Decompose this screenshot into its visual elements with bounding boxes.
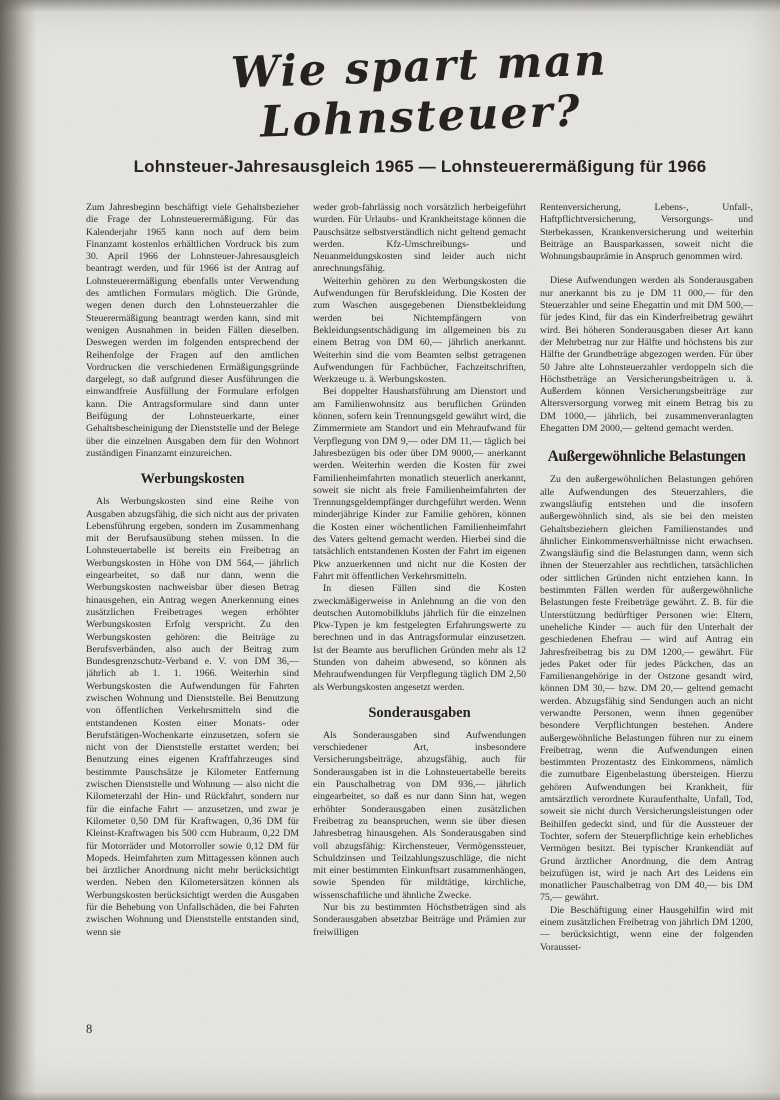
paragraph: Weiterhin gehören zu den Werbungskosten die Aufwendungen für Berufskleidung. Die Kosten der zum Waschen ausgegebenen Dienstbekleidung werden bei Nichtempfängern von Bekleidungsentschädigung im allgemeinen bis zu einem Betrag von DM 60,— jährlich anerkannt. Weiterhin sind die vom Beamten selbst getragenen Aufwendungen für Fachbücher, Fachzeitschriften, Werkzeuge u. ä. Werbungskosten. bbox=[313, 275, 526, 386]
section-heading-sonderausgaben: Sonderausgaben bbox=[368, 704, 471, 721]
page-number: 8 bbox=[86, 1022, 93, 1036]
paragraph: Als Werbungskosten sind eine Reihe von Ausgaben abzugsfähig, die sich nicht aus der privaten Lebensführung ergeben, sondern im Zusammenhang mit der Berufsausübung stehen müssen. In die Lohnsteuertabelle ist bereits ein Freibetrag an Werbungskosten in Höhe von DM 564,— jährlich eingearbeitet, so daß nur dann, wenn die Werbungskosten nachweisbar über diesen Betrag hinausgehen, ein Antrag wegen Anerkennung eines zusätzlichen Freibetrages wegen erhöhter Werbungskosten Erfolg verspricht. Zu den Werbungskosten gehören: die Beiträge zu Berufsverbänden, also auch der Beitrag zum Bundesgrenzschutz-Verband e. V. von DM 36,— jährlich ab 1. 1. 1966. Weiterhin sind Werbungskosten die Aufwendungen für Fahrten zwischen Wohnung und Dienststelle. Bei Benutzung von öffentlichen Verkehrsmitteln sind die entstandenen Kosten einer Monats- oder Berufstätigen-Wochenkarte einzusetzen, sofern sie nicht von der Dienststelle erstattet werden; bei Benutzung eines eigenen Kraftfahrzeuges sind bestimmte Pauschsätze je Kilometer Entfernung zwischen Dienststelle und Wohnung — also nicht die Kilometerzahl der Hin- und Rückfahrt, sondern nur für die einfache Fahrt — anzusetzen, und zwar je Kilometer 0,50 DM für Kraftwagen, 0,36 DM für Kleinst-Kraftwagen bis 500 ccm Hubraum, 0,22 DM für Motorräder und Motorroller sowie 0,12 DM für Mopeds. Heimfahrten zum Mittagessen können auch bei ärztlicher Anordnung nicht mehr berücksichtigt werden. Neben den Kilometersätzen können als Werbungskosten berücksichtigt werden die Ausgaben für die Behebung von Unfallschäden, die bei Fahrten zwischen Wohnung und Dienststelle entstanden sind, wenn sie bbox=[86, 496, 299, 938]
scan-edge-top bbox=[0, 0, 780, 12]
column-3 bbox=[540, 202, 753, 1100]
column-2 bbox=[313, 202, 526, 1100]
paragraph: Die Beschäftigung einer Hausgehilfin wird mit einem zusätzlichen Freibetrag von jährlich DM 1200,— berücksichtigt, wenn eine der folgenden Vorausset- bbox=[540, 904, 753, 953]
paragraph: In diesen Fällen sind die Kosten zweckmäßigerweise in Anlehnung an die von den deutschen Automobilklubs jährlich für die einzelnen Pkw-Typen je km festgelegten Erfahrungswerte zu berechnen und in das Antragsformular einzusetzen. Ist der Beamte aus beruflichen Gründen mehr als 12 Stunden von daheim abwesend, so können als Mehraufwendungen für Verpflegung täglich DM 2,50 als Werbungskosten angesetzt werden. bbox=[313, 583, 526, 693]
paragraph: weder grob-fahrlässig noch vorsätzlich herbeigeführt wurden. Für Urlaubs- und Krankheitstage können die Pauschsätze selbstverständlich nicht geltend gemacht werden. Kfz-Umschreibungs- und Neuanmeldungskosten sind leider auch nicht anrechnungsfähig. bbox=[313, 202, 526, 275]
paragraph: Diese Aufwendungen werden als Sonderausgaben nur anerkannt bis zu je DM 11 000,— für den Steuerzahler und seine Ehegattin und mit DM 500,— für jedes Kind, für das ein Kinderfreibetrag gewährt wird. Bei höheren Sonderausgaben dieser Art kann der Mehrbetrag nur zur Hälfte und höchstens bis zur Hälfte der Grundbeträge abgezogen werden. Für über 50 Jahre alte Lohnsteuerzahler verdoppeln sich die Höchstbeträge an Versicherungsbeiträgen u. ä. Außerdem können Versicherungsbeiträge zur Altersversorgung vorweg mit einem Betrag bis zu DM 1000,— jährlich, bei zusammenveranlagten Ehegatten DM 2000,— geltend gemacht werden. bbox=[540, 275, 753, 435]
paragraph: Bei doppelter Haushatsführung am Dienstort und am Familienwohnsitz aus beruflichen Gründen können, sofern kein Trennungsgeld gewährt wird, die Zimmermiete am Standort und ein Mehraufwand für Verpflegung von DM 9,— oder DM 11,— täglich bei Jahresbezügen bis oder über DM 9000,— anerkannt werden. Weiterhin werden die Kosten für zwei Familienheimfahrten monatlich steuerlich anerkannt, soweit sie nicht als freie Familienheimfahrten der Trennungsgeldempfänger durchgeführt werden. Wenn minderjährige Kinder zur Familie gehören, können die Kosten einer wöchentlichen Familienheimfahrt des Vaters geltend gemacht werden. Hierbei sind die tatsächlich entstandenen Kosten der Fahrt im eigenen Pkw anzuerkennen und nicht nur die Kosten der Fahrt mit öffentlichen Verkehrsmitteln. bbox=[313, 386, 526, 582]
paragraph: Zum Jahresbeginn beschäftigt viele Gehaltsbezieher die Frage der Lohnsteuerermäßigung. Für das Kalenderjahr 1965 kann noch auf dem beim Finanzamt kostenlos erhältlichen Vordruck bis zum 30. April 1966 der Lohnsteuer-Jahresausgleich beantragt werden, und für 1966 ist der Antrag auf Lohnsteuerermäßigung ebenfalls unter Verwendung des amtlichen Formulars möglich. Die Gründe, wegen denen durch den Lohnsteuerzahler die Steuerermäßigung beantragt werden kann, sind mit wenigen Ausnahmen in beiden Fällen dieselben. Deswegen werden im folgenden entsprechend der Reihenfolge der Fragen auf den amtlichen Vordrucken die verschiedenen Ermäßigungsgründe dargelegt, so daß aufgrund dieser Ausführungen die einwandfreie Ausfüllung der Formulare erfolgen kann. Die Antragsformulare sind dann unter Beifügung der Lohnsteuerkarte, einer Gehaltsbescheinigung der Dienststelle und der Belege über die einzelnen Ausgaben dem für den Wohnort zuständigen Finanzamt einzureichen. bbox=[86, 202, 299, 459]
article bbox=[86, 34, 754, 1100]
scan-edge-left bbox=[0, 0, 36, 1100]
section-heading-aussergewoehnliche-belastungen: Außergewöhnliche Belastungen bbox=[547, 448, 746, 466]
paragraph: Zu den außergewöhnlichen Belastungen gehören alle Aufwendungen des Steuerzahlers, die zwangsläufig entstehen und die insofern außergewöhnlich sind, als sie bei den meisten Gehaltsbeziehern gleichen Familienstandes und ähnlicher Einkommensverhältnisse nicht erwachsen. Zwangsläufig sind die Belastungen dann, wenn sich ihnen der Steuerzahler aus rechtlichen, tatsächlichen oder sittlichen Gründen nicht entziehen kann. In bestimmten Fällen werden für außergewöhnliche Belastungen feste Freibeträge gewährt. Z. B. für die Unterstützung bedürftiger Personen wie: Eltern, uneheliche Kinder — auch für den Unterhalt der geschiedenen Ehefrau — wird auf Antrag ein Jahresfreibetrag bis zu DM 1200,— gewährt. Für jedes Paket oder für jedes Päckchen, das an Familienangehörige in der Ostzone gesandt wird, können DM 30,— bzw. DM 20,— geltend gemacht werden. Abzugsfähig sind Sendungen auch an nicht verwandte Personen, wenn ihnen gegenüber besondere Verpflichtungen bestehen. Andere außergewöhnliche Belastungen führen nur zu einem Freibetrag, wenn die Aufwendungen einen bestimmten Prozentastz des Einkommens, nämlich die zumutbare Eigenbelastung übersteigen. Hierzu gehören Aufwendungen bei Krankheit, für amtsärztlich verordnete Kuraufenthalte, Unfall, Tod, soweit sie nicht durch Versicherungsleistungen oder Beihilfen gedeckt sind, und für die Aussteuer der Tochter, sofern der Steuerpflichtige kein erhebliches Vermögen besitzt. Bei typischer Krankendiät auf Grund ärztlicher Anordnung, die dem Antrag beizufügen ist, wird je nach Art des Leidens ein monatlicher Pauschalbetrag von DM 40,— bis DM 75,— gewährt. bbox=[540, 474, 753, 904]
section-heading-werbungskosten: Werbungskosten bbox=[140, 471, 245, 488]
page-title: Wie spart man Lohnsteuer? bbox=[230, 35, 609, 148]
paragraph: Nur bis zu bestimmten Höchstbeträgen sind als Sonderausgaben absetzbar Beiträge und Prämien zur freiwilligen bbox=[313, 902, 526, 938]
paragraph: Rentenversicherung, Lebens-, Unfall-, Haftpflichtversicherung, Versorgungs- und Sterbekassen, Krankenversicherung und weiterhin Beiträge an Bausparkassen, soweit nicht die Wohnungsbauprämie in Anspruch genommen wird. bbox=[540, 202, 753, 263]
article-columns bbox=[86, 202, 754, 1100]
column-1 bbox=[86, 202, 299, 1100]
page-subtitle: Lohnsteuer-Jahresausgleich 1965 — Lohnsteuerermäßigung für 1966 bbox=[133, 157, 707, 176]
paragraph: Als Sonderausgaben sind Aufwendungen verschiedener Art, insbesondere Versicherungsbeiträge, abzugsfähig, auch für Sonderausgaben ist in die Lohnsteuertabelle bereits ein Pauschalbetrag von DM 936,— jährlich eingearbeitet, so daß es nur dann Sinn hat, wegen erhöhter Sonderausgaben einen zusätzlichen Freibetrag zu beanspruchen, wenn sie über diesen Jahresbetrag hinausgehen. Als Sonderausgaben sind voll abzugsfähig: Kirchensteuer, Vermögenssteuer, Schuldzinsen und Teilzahlungszuschläge, die nicht mit einer bestimmten Einkunftsart zusammenhängen, sowie Spenden für mildtätige, kirchliche, wissenschaftliche und ähnliche Zwecke. bbox=[313, 729, 526, 901]
